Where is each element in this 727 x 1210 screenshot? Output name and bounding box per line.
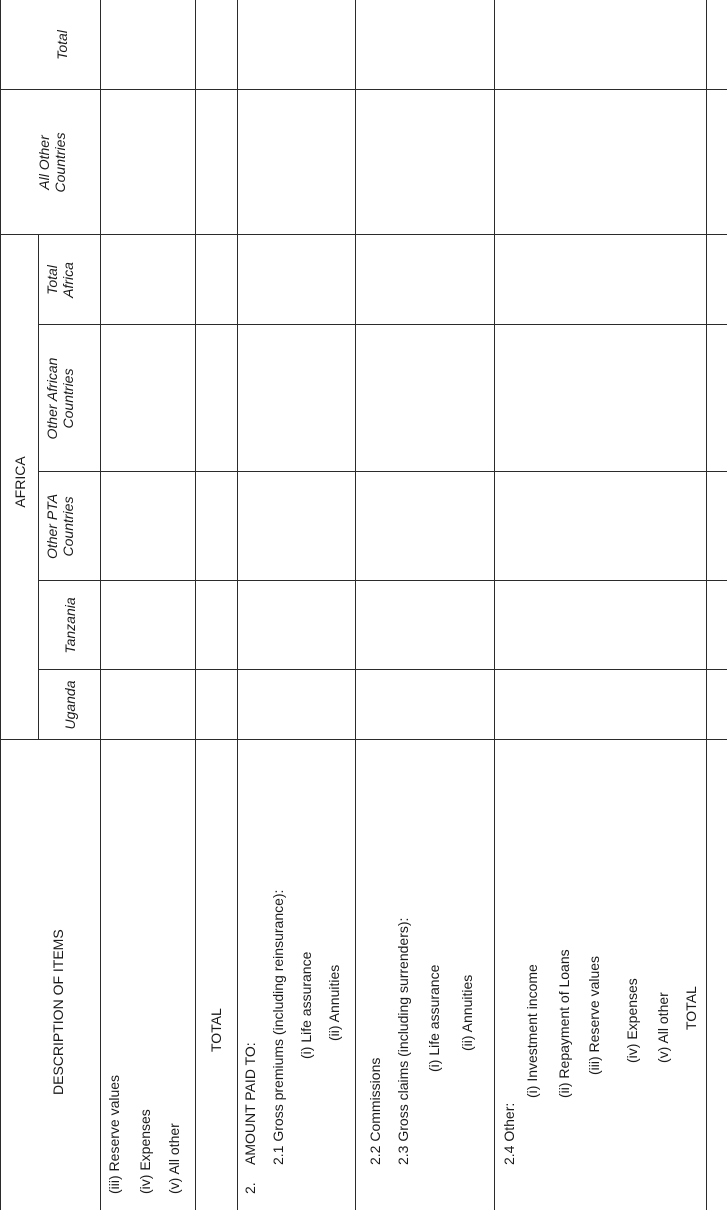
item-life-assurance: (i) Life assurance — [298, 951, 314, 1059]
amount-paid-heading: AMOUNT PAID TO: — [242, 1042, 258, 1165]
item-all-other: (v) All other — [166, 1123, 182, 1194]
header-tanzania: Tanzania — [62, 597, 78, 654]
item-repayment-of-loans: (ii) Repayment of Loans — [556, 949, 572, 1098]
header-other-pta: Other PTA Countries — [44, 493, 76, 560]
column-divider — [0, 89, 727, 90]
item-investment-income: (i) Investment income — [524, 964, 540, 1098]
column-divider — [38, 471, 727, 472]
header-all-other: All Other Countries — [36, 132, 68, 193]
header-total-africa: Total Africa — [44, 262, 76, 298]
item-other-expenses: (iv) Expenses — [624, 978, 640, 1063]
total-label-2: TOTAL — [683, 986, 699, 1030]
row-divider — [706, 0, 707, 1210]
total-label: TOTAL — [208, 1008, 224, 1052]
item-other-all-other: (v) All other — [655, 992, 671, 1063]
item-reserve-values: (iii) Reserve values — [106, 1074, 122, 1194]
item-commissions: 2.2 Commissions — [367, 1057, 383, 1165]
header-uganda: Uganda — [62, 680, 78, 730]
item-claims-life-assurance: (i) Life assurance — [426, 964, 442, 1072]
column-divider — [38, 324, 727, 325]
table-border-top — [0, 0, 1, 1210]
item-claims-annuities: (ii) Annuities — [459, 974, 475, 1051]
column-divider — [38, 580, 727, 581]
item-other-heading: 2.4 Other: — [501, 1102, 517, 1165]
column-divider — [0, 234, 727, 235]
header-description: DESCRIPTION OF ITEMS — [50, 929, 66, 1095]
row-divider — [494, 0, 495, 1210]
row-divider — [195, 0, 196, 1210]
item-other-reserve-values: (iii) Reserve values — [586, 955, 602, 1075]
section-number: 2. — [242, 1182, 258, 1194]
item-gross-premiums: 2.1 Gross premiums (including reinsurance): — [270, 889, 286, 1165]
item-expenses: (iv) Expenses — [137, 1109, 153, 1194]
row-divider — [355, 0, 356, 1210]
africa-subheader-line — [38, 235, 39, 740]
header-africa: AFRICA — [12, 456, 28, 508]
header-total: Total — [54, 30, 70, 60]
header-bottom-line — [100, 0, 101, 1210]
column-divider — [38, 669, 727, 670]
column-divider — [0, 739, 727, 740]
item-annuities: (ii) Annuities — [326, 964, 342, 1041]
row-divider — [237, 0, 238, 1210]
header-other-african: Other African Countries — [44, 357, 76, 440]
item-gross-claims: 2.3 Gross claims (including surrenders): — [395, 917, 411, 1165]
